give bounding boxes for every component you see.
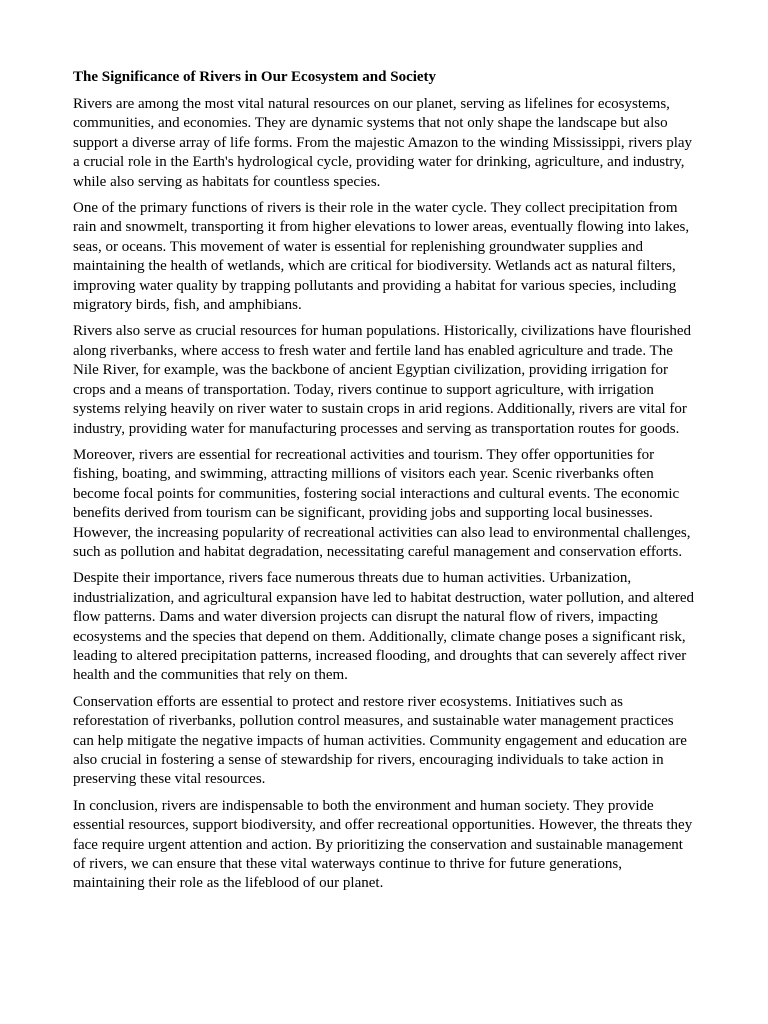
- paragraph-conservation: Conservation efforts are essential to protect and restore river ecosystems. Initiatives such as reforestation of riverbanks, pollution control measures, and sustainable water management practices can help mitigate the negative impacts of human activities. Community engagement and education are also crucial in fostering a sense of stewardship for rivers, encouraging individuals to take action in preserving these vital resources.: [73, 693, 687, 788]
- paragraph-recreation-tourism: Moreover, rivers are essential for recreational activities and tourism. They offer opportunities for fishing, boating, and swimming, attracting millions of visitors each year. Scenic riverbanks often become focal points for communities, fostering social interactions and cultural events. The economic benefits derived from tourism can be significant, providing jobs and supporting local businesses. However, the increasing popularity of recreational activities can also lead to environmental challenges, such as pollution and habitat degradation, necessitating careful management and conservation efforts.: [73, 446, 691, 560]
- paragraph-threats: Despite their importance, rivers face numerous threats due to human activities. Urbanization, industrialization, and agricultural expansion have led to habitat destruction, water pollution, and altered flow patterns. Dams and water diversion projects can disrupt the natural flow of rivers, impacting ecosystems and the species that depend on them. Additionally, climate change poses a significant risk, leading to altered precipitation patterns, increased flooding, and droughts that can severely affect river health and the communities that rely on them.: [73, 570, 695, 684]
- paragraph-conclusion: In conclusion, rivers are indispensable to both the environment and human society. They provide essential resources, support biodiversity, and offer recreational opportunities. However, the threats they face require urgent attention and action. By prioritizing the conservation and sustainable management of rivers, we can ensure that these vital waterways continue to thrive for future generations, maintaining their role as the lifeblood of our planet.: [73, 797, 693, 892]
- paragraph-introduction: Rivers are among the most vital natural resources on our planet, serving as lifelines for ecosystems, communities, and economies. They are dynamic systems that not only shape the landscape but also support a diverse array of life forms. From the majestic Amazon to the winding Mississippi, rivers play a crucial role in the Earth's hydrological cycle, providing water for drinking, agriculture, and industry, while also serving as habitats for countless species.: [73, 96, 693, 190]
- document-title: The Significance of Rivers in Our Ecosystem and Society: [73, 69, 437, 85]
- document-page: [73, 68, 697, 901]
- paragraph-human-resources: Rivers also serve as crucial resources for human populations. Historically, civilizations have flourished along riverbanks, where access to fresh water and fertile land has enabled agriculture and trade. The Nile River, for example, was the backbone of ancient Egyptian civilization, providing irrigation for crops and a means of transportation. Today, rivers continue to support agriculture, with irrigation systems relying heavily on river water to sustain crops in arid regions. Additionally, rivers are vital for industry, providing water for manufacturing processes and serving as transportation routes for goods.: [73, 323, 692, 437]
- paragraph-water-cycle: One of the primary functions of rivers is their role in the water cycle. They collect precipitation from rain and snowmelt, transporting it from higher elevations to lower areas, eventually flowing into lakes, seas, or oceans. This movement of water is essential for replenishing groundwater supplies and maintaining the health of wetlands, which are critical for biodiversity. Wetlands act as natural filters, improving water quality by trapping pollutants and providing a habitat for various species, including migratory birds, fish, and amphibians.: [73, 200, 690, 314]
